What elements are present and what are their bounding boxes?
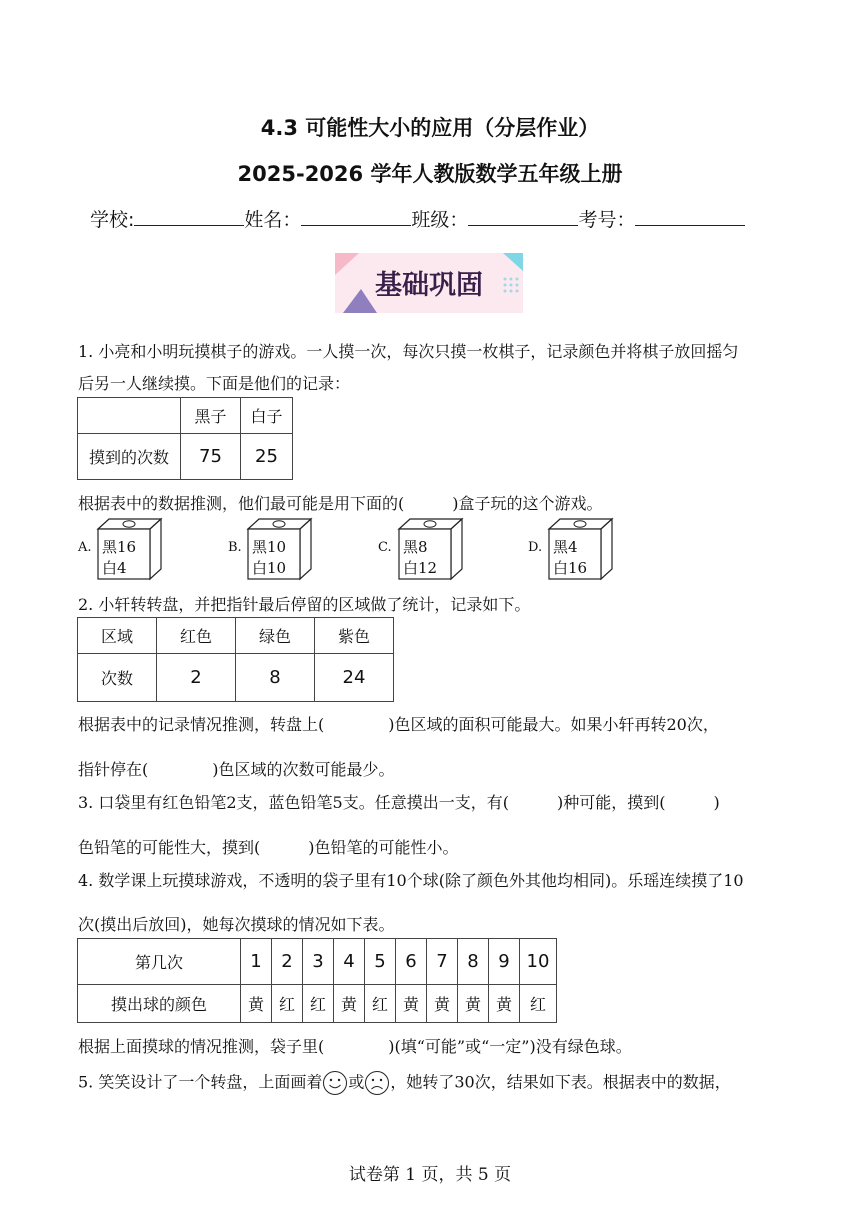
q1-option-b-box [245, 516, 315, 582]
q1-line2: 后另一人继续摸。下面是他们的记录： [78, 374, 351, 393]
q4-table-trial-5: 5 [365, 939, 396, 985]
q4-table-trial-2: 2 [272, 939, 303, 985]
q2-table-red-count: 2 [157, 654, 236, 702]
q3-line1: 3. 口袋里有红色铅笔2支，蓝色铅笔5支。任意摸出一支，有( )种可能，摸到( ) [78, 793, 720, 812]
q4-table-color-10: 红 [520, 985, 557, 1023]
school-label: 学校: [90, 209, 135, 231]
q4-table [77, 938, 557, 1023]
q1-line1: 1. 小亮和小明玩摸棋子的游戏。一人摸一次，每次只摸一枚棋子，记录颜色并将棋子放回摇匀 [78, 342, 739, 361]
q1-option-c-letter: C. [378, 540, 392, 555]
q1-option-a-letter: A. [78, 540, 92, 555]
exam-number-label: 考号： [578, 209, 636, 231]
q4-table-color-5: 红 [365, 985, 396, 1023]
q1-option-d-white: 白16 [553, 559, 588, 577]
q4-table-color-6: 黄 [396, 985, 427, 1023]
q4-line2: 次(摸出后放回)，她每次摸球的情况如下表。 [78, 915, 395, 934]
q4-table-trial-6: 6 [396, 939, 427, 985]
section-banner-text: 基础巩固 [375, 270, 483, 301]
q1-option-d-box [546, 516, 616, 582]
q4-line1: 4. 数学课上玩摸球游戏，不透明的袋子里有10个球(除了颜色外其他均相同)。乐瑶连续摸了10 [78, 871, 744, 890]
q5-text-part3: ，她转了30次，结果如下表。根据表中的数据， [390, 1072, 731, 1092]
q2-table-green-count: 8 [236, 654, 315, 702]
q5-text-part2: 或 [348, 1072, 365, 1092]
q4-table-color-4: 黄 [334, 985, 365, 1023]
q4-table-color-7: 黄 [427, 985, 458, 1023]
q4-table-row1-label: 第几次 [78, 939, 241, 985]
q5-text-part1: 5. 笑笑设计了一个转盘，上面画着 [78, 1072, 323, 1092]
q1-option-a-white: 白4 [102, 559, 127, 577]
name-label: 姓名： [244, 209, 302, 231]
q4-table-color-9: 黄 [489, 985, 520, 1023]
q4-table-trial-8: 8 [458, 939, 489, 985]
q4-table-trial-10: 10 [520, 939, 557, 985]
q4-table-row2-label: 摸出球的颜色 [78, 985, 241, 1023]
q2-table-header-purple: 紫色 [315, 618, 394, 654]
q1-table-header-black: 黑子 [181, 398, 241, 434]
q2-line3: 指针停在( )色区域的次数可能最少。 [78, 760, 395, 779]
q1-option-b-black: 黑10 [252, 538, 287, 556]
q3-line2: 色铅笔的可能性大，摸到( )色铅笔的可能性小。 [78, 838, 459, 857]
q2-table-header-red: 红色 [157, 618, 236, 654]
q4-table-trial-1: 1 [241, 939, 272, 985]
q2-line2: 根据表中的记录情况推测，转盘上( )色区域的面积可能最大。如果小轩再转20次， [78, 715, 719, 734]
q2-line1: 2. 小轩转转盘，并把指针最后停留的区域做了统计，记录如下。 [78, 595, 531, 614]
q2-table-row-label: 次数 [78, 654, 157, 702]
page-subtitle: 2025-2026 学年人教版数学五年级上册 [237, 162, 623, 186]
section-banner [333, 249, 525, 317]
q1-option-b-white: 白10 [252, 559, 287, 577]
exam-number-blank[interactable] [635, 207, 745, 226]
q5-line1 [78, 1070, 731, 1096]
q4-table-color-3: 红 [303, 985, 334, 1023]
student-info-line [90, 205, 745, 232]
class-label: 班级： [411, 209, 469, 231]
q1-table [77, 397, 293, 480]
q1-option-a-box [95, 516, 165, 582]
class-blank[interactable] [468, 207, 578, 226]
sad-face-icon [364, 1070, 390, 1096]
smiley-face-icon [322, 1070, 348, 1096]
q2-table-header-green: 绿色 [236, 618, 315, 654]
q4-table-color-8: 黄 [458, 985, 489, 1023]
q1-table-header-empty [78, 398, 181, 434]
q1-option-c-box [396, 516, 466, 582]
school-blank[interactable] [134, 207, 244, 226]
q2-table-header-region: 区域 [78, 618, 157, 654]
q1-option-c-white: 白12 [403, 559, 438, 577]
q1-table-header-white: 白子 [241, 398, 293, 434]
q1-question: 根据表中的数据推测，他们最可能是用下面的( )盒子玩的这个游戏。 [78, 494, 603, 513]
q4-table-trial-3: 3 [303, 939, 334, 985]
page-footer: 试卷第 1 页，共 5 页 [348, 1165, 512, 1185]
page-title: 4.3 可能性大小的应用（分层作业） [260, 116, 600, 140]
q4-table-color-1: 黄 [241, 985, 272, 1023]
q4-line3: 根据上面摸球的情况推测，袋子里( )(填“可能”或“一定”)没有绿色球。 [78, 1037, 632, 1056]
q4-table-color-2: 红 [272, 985, 303, 1023]
q1-option-a-black: 黑16 [102, 538, 137, 556]
name-blank[interactable] [301, 207, 411, 226]
q2-table [77, 617, 394, 702]
q1-option-c-black: 黑8 [403, 538, 428, 556]
q2-table-purple-count: 24 [315, 654, 394, 702]
q4-table-trial-4: 4 [334, 939, 365, 985]
q1-table-black-count: 75 [181, 434, 241, 480]
q1-table-white-count: 25 [241, 434, 293, 480]
q4-table-trial-9: 9 [489, 939, 520, 985]
q1-option-d-letter: D. [528, 540, 543, 555]
q4-table-trial-7: 7 [427, 939, 458, 985]
q1-table-row-label: 摸到的次数 [78, 434, 181, 480]
q1-option-b-letter: B. [228, 540, 242, 555]
q1-option-d-black: 黑4 [553, 538, 578, 556]
